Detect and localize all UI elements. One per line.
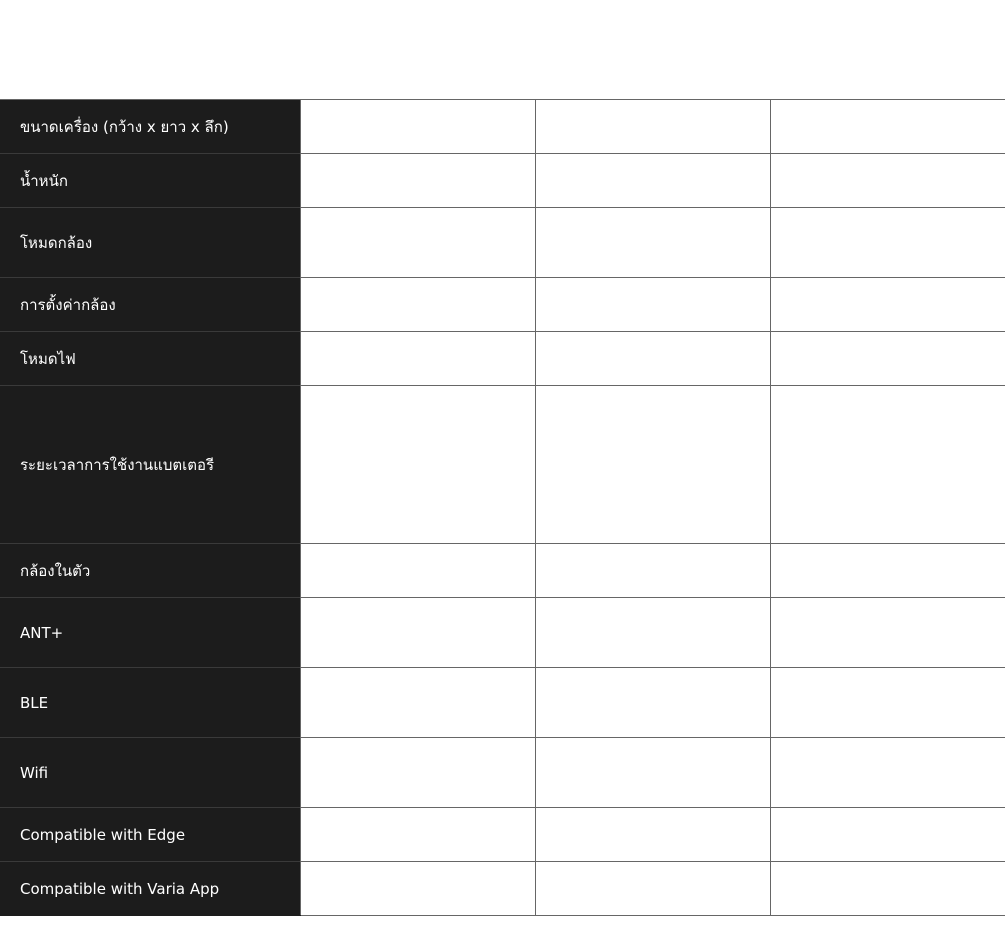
- table-cell: [770, 208, 1005, 278]
- table-cell: [770, 332, 1005, 386]
- table-cell: [300, 668, 535, 738]
- table-cell: [300, 544, 535, 598]
- table-cell: [770, 100, 1005, 154]
- table-cell: [300, 862, 535, 916]
- table-cell: [300, 278, 535, 332]
- row-label-ant-plus: ANT+: [0, 598, 300, 668]
- table-cell: [300, 332, 535, 386]
- row-label-camera-settings: การตั้งค่ากล้อง: [0, 278, 300, 332]
- table-cell: [770, 278, 1005, 332]
- table-cell: [535, 386, 770, 544]
- row-label-weight: น้ำหนัก: [0, 154, 300, 208]
- table-cell: [535, 738, 770, 808]
- table-cell: [535, 598, 770, 668]
- table-row: [0, 154, 1005, 208]
- table-cell: [535, 668, 770, 738]
- table-row: [0, 208, 1005, 278]
- table-cell: [300, 154, 535, 208]
- table-row: [0, 808, 1005, 862]
- table-row: [0, 738, 1005, 808]
- table-cell: [300, 598, 535, 668]
- table-cell: [770, 862, 1005, 916]
- table-cell: [770, 154, 1005, 208]
- table-cell: [535, 544, 770, 598]
- table-cell: [300, 738, 535, 808]
- table-row: [0, 100, 1005, 154]
- row-label-battery-life: ระยะเวลาการใช้งานแบตเตอรี: [0, 386, 300, 544]
- spec-comparison-table: [0, 99, 1005, 916]
- table-row: [0, 862, 1005, 916]
- row-label-compatible-varia-app: Compatible with Varia App: [0, 862, 300, 916]
- table-cell: [300, 808, 535, 862]
- table-cell: [770, 386, 1005, 544]
- table-cell: [770, 808, 1005, 862]
- row-label-light-mode: โหมดไฟ: [0, 332, 300, 386]
- row-label-compatible-edge: Compatible with Edge: [0, 808, 300, 862]
- table-row: [0, 598, 1005, 668]
- row-label-built-in-camera: กล้องในตัว: [0, 544, 300, 598]
- table-cell: [300, 208, 535, 278]
- table-cell: [535, 862, 770, 916]
- table-cell: [535, 332, 770, 386]
- table-cell: [300, 386, 535, 544]
- row-label-dimensions: ขนาดเครื่อง (กว้าง x ยาว x ลึก): [0, 100, 300, 154]
- table-cell: [300, 100, 535, 154]
- table-row: [0, 668, 1005, 738]
- table-cell: [535, 100, 770, 154]
- table-cell: [770, 738, 1005, 808]
- table-row: [0, 332, 1005, 386]
- table-row: [0, 278, 1005, 332]
- table-cell: [770, 544, 1005, 598]
- row-label-camera-mode: โหมดกล้อง: [0, 208, 300, 278]
- table-row: [0, 544, 1005, 598]
- table-cell: [535, 154, 770, 208]
- table-row: [0, 386, 1005, 544]
- table-cell: [770, 668, 1005, 738]
- table-cell: [535, 208, 770, 278]
- table-cell: [535, 278, 770, 332]
- table-cell: [535, 808, 770, 862]
- row-label-wifi: Wifi: [0, 738, 300, 808]
- table-cell: [770, 598, 1005, 668]
- row-label-ble: BLE: [0, 668, 300, 738]
